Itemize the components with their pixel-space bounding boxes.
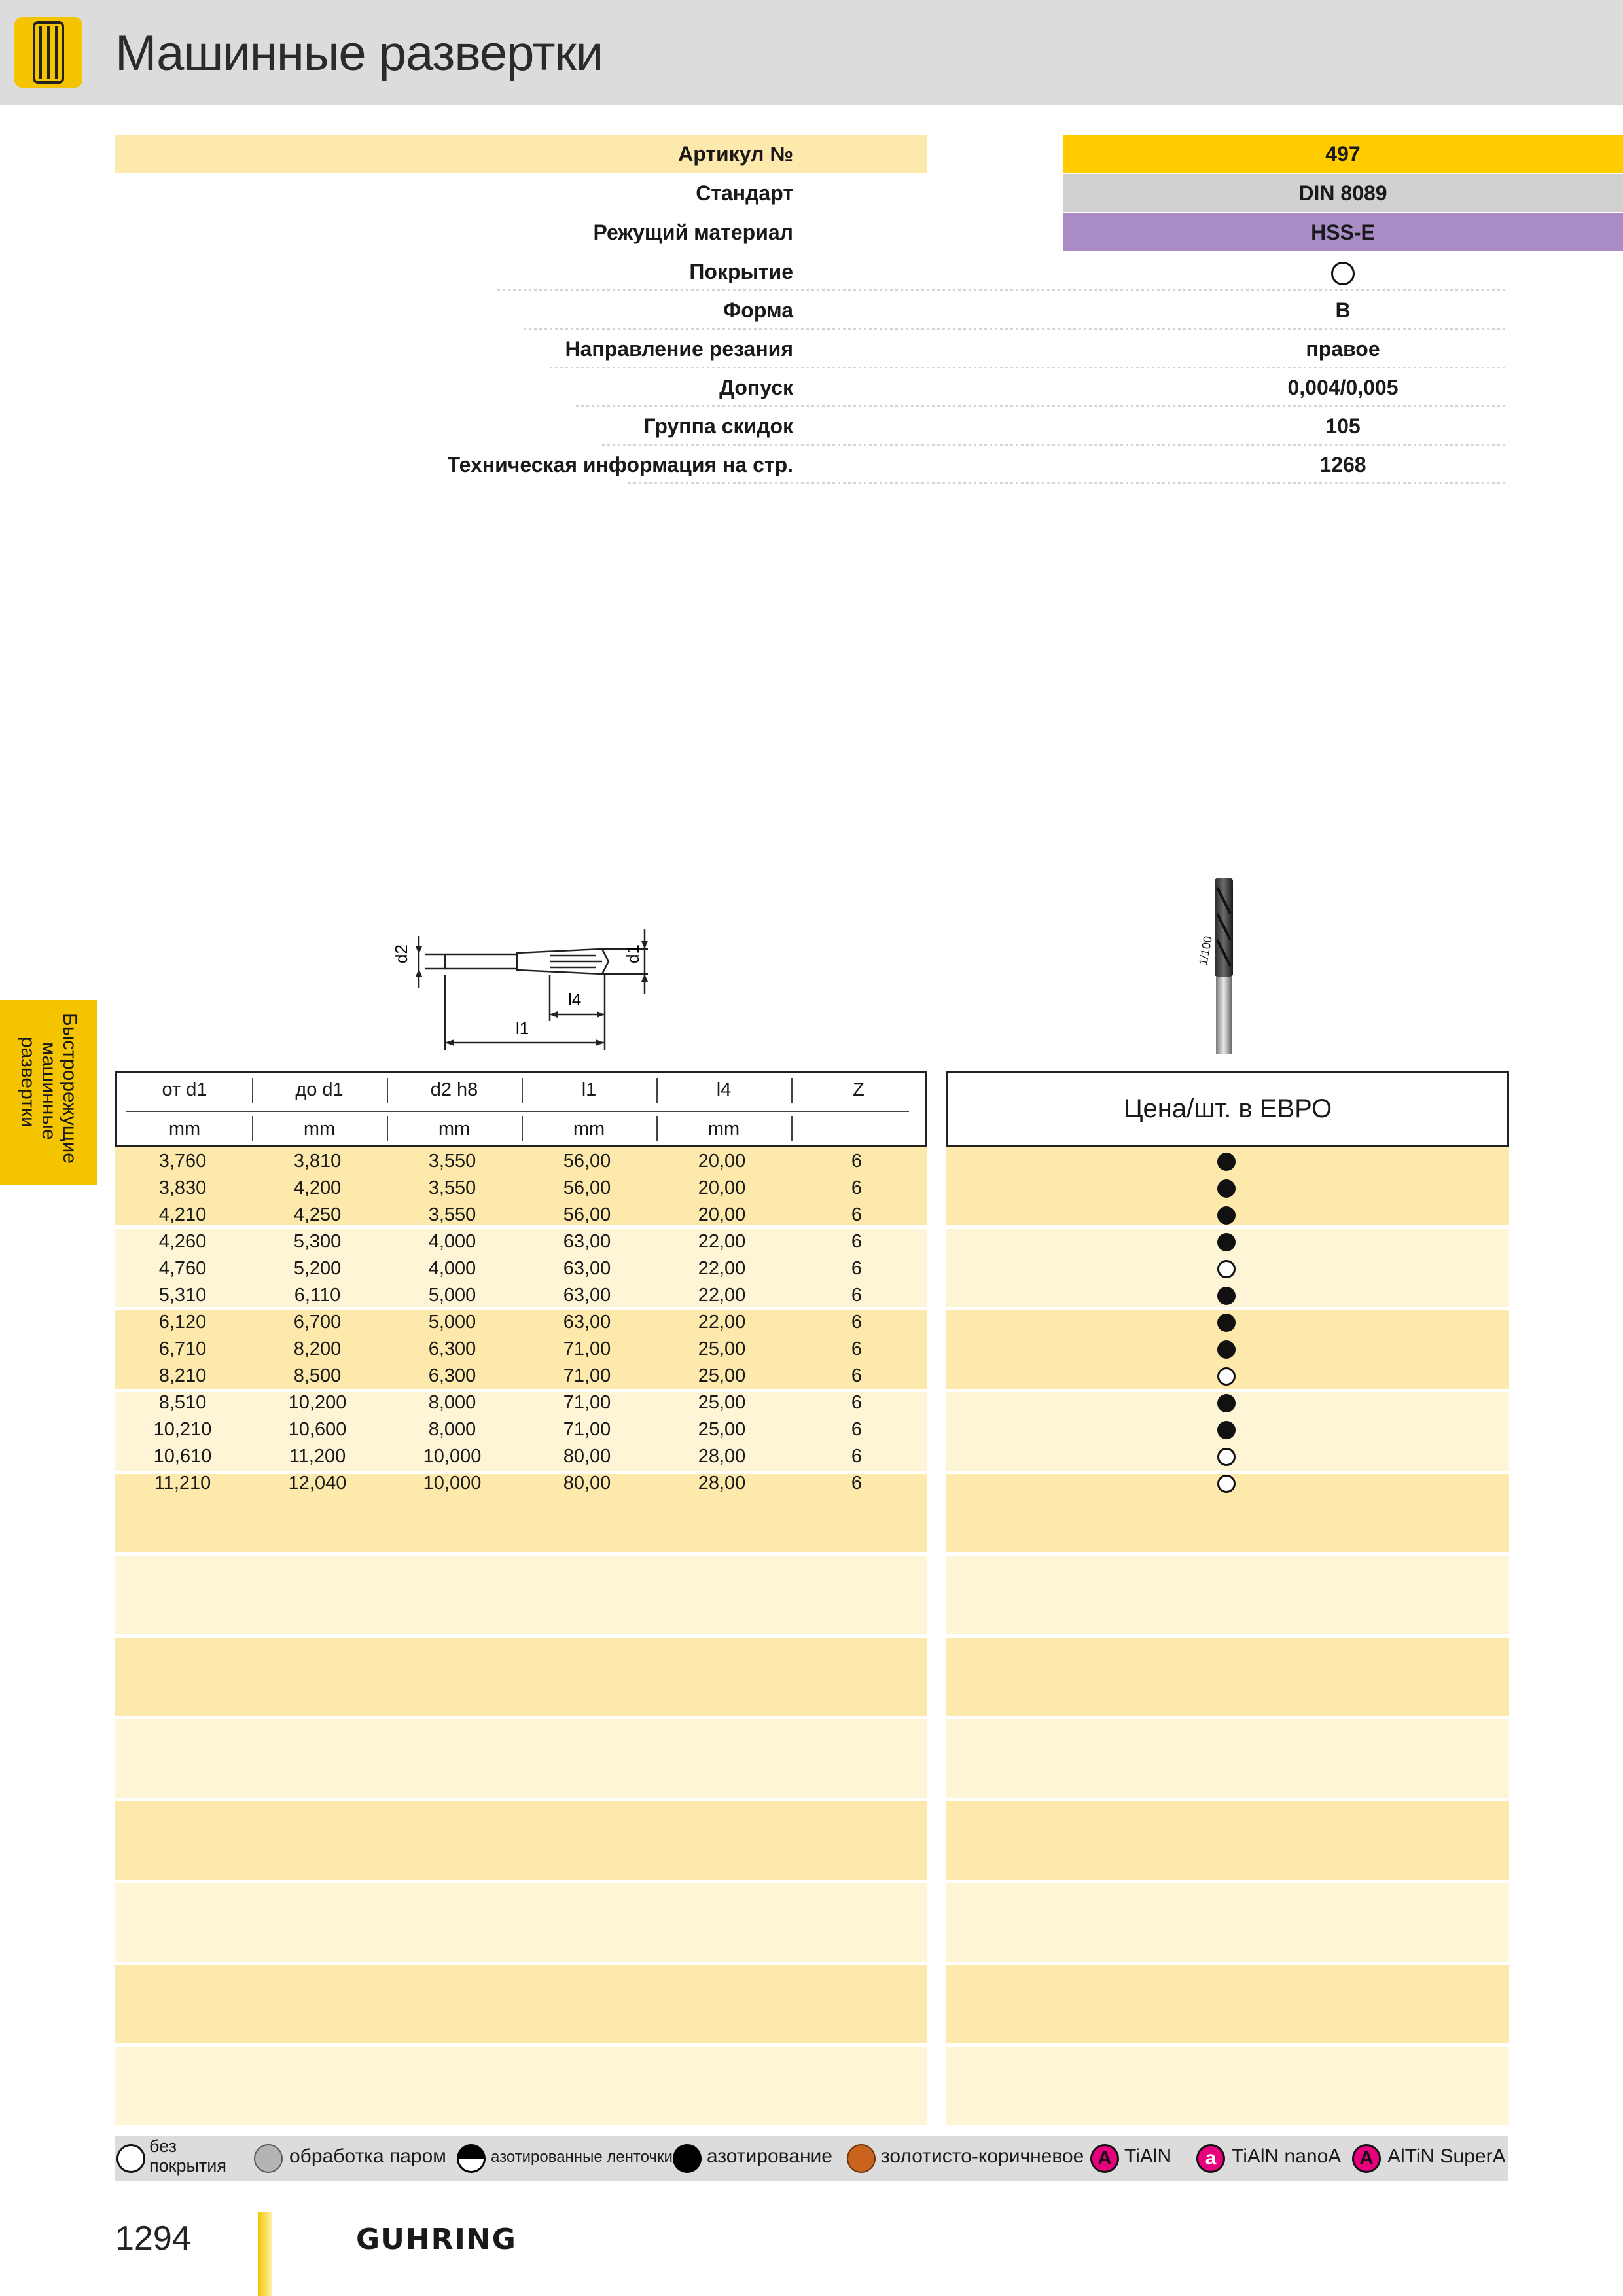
cell-l1: 56,00 xyxy=(563,1151,611,1172)
header-separator xyxy=(791,1078,793,1103)
legend-label: TiAlN xyxy=(1124,2145,1172,2167)
divider xyxy=(550,367,1508,368)
cell-d1-from: 3,760 xyxy=(158,1151,207,1172)
header-separator xyxy=(387,1078,388,1103)
cell-d1-to: 3,810 xyxy=(293,1151,342,1172)
availability-marker-icon[interactable] xyxy=(1217,1287,1236,1305)
cell-z: 6 xyxy=(851,1312,863,1333)
availability-marker-icon[interactable] xyxy=(1217,1179,1236,1198)
spec-row-tech-info xyxy=(115,446,1508,484)
cell-l1: 63,00 xyxy=(563,1231,611,1252)
cell-d1-from: 8,210 xyxy=(158,1365,207,1386)
spec-value-coating xyxy=(1063,253,1623,291)
table-row[interactable] xyxy=(115,1309,927,1336)
spec-row-article xyxy=(115,135,1508,173)
cell-z: 6 xyxy=(851,1419,863,1440)
row-band xyxy=(115,2047,927,2125)
uncoated-circle-icon xyxy=(1331,262,1355,285)
cell-l1: 71,00 xyxy=(563,1392,611,1413)
spec-row-direction xyxy=(115,330,1508,368)
availability-marker-icon[interactable] xyxy=(1217,1260,1236,1278)
legend-label: золотисто-коричневое xyxy=(881,2145,1084,2167)
cell-d2: 4,000 xyxy=(428,1258,476,1279)
cell-l4: 20,00 xyxy=(698,1151,746,1172)
spec-label: Группа скидок xyxy=(643,414,793,438)
legend-label: TiAlN nanoA xyxy=(1232,2145,1342,2167)
cell-d1-from: 4,210 xyxy=(158,1204,207,1225)
cell-d1-from: 6,120 xyxy=(158,1312,207,1333)
row-band xyxy=(946,2047,1509,2125)
availability-marker-icon[interactable] xyxy=(1217,1153,1236,1171)
cell-d1-from: 10,210 xyxy=(153,1419,212,1440)
cell-l1: 56,00 xyxy=(563,1177,611,1198)
category-side-tab[interactable] xyxy=(0,1000,97,1185)
spec-row-coating xyxy=(115,253,1508,291)
cell-d1-to: 10,600 xyxy=(288,1419,347,1440)
column-unit: mm xyxy=(438,1119,471,1139)
legend-label: AlTiN SuperA xyxy=(1387,2145,1506,2167)
row-band xyxy=(115,1965,927,2043)
table-row[interactable] xyxy=(115,1443,927,1470)
cell-d1-to: 4,250 xyxy=(293,1204,342,1225)
dim-label-d1: d1 xyxy=(623,944,643,963)
cell-d1-from: 4,260 xyxy=(158,1231,207,1252)
column-unit: mm xyxy=(573,1119,605,1139)
cell-z: 6 xyxy=(851,1204,863,1225)
row-band xyxy=(946,1556,1509,1634)
table-header xyxy=(115,1071,927,1147)
cell-l1: 71,00 xyxy=(563,1338,611,1359)
spec-value-material: HSS-E xyxy=(1063,213,1623,251)
divider xyxy=(602,444,1508,446)
cell-d1-to: 6,700 xyxy=(293,1312,342,1333)
row-band xyxy=(946,1638,1509,1716)
cell-l1: 80,00 xyxy=(563,1446,611,1467)
cell-d2: 5,000 xyxy=(428,1312,476,1333)
column-header: до d1 xyxy=(295,1079,344,1100)
cell-d1-to: 4,200 xyxy=(293,1177,342,1198)
cell-d2: 8,000 xyxy=(428,1392,476,1413)
cell-d1-from: 4,760 xyxy=(158,1258,207,1279)
header-separator xyxy=(522,1116,523,1141)
cell-l4: 28,00 xyxy=(698,1446,746,1467)
spec-value-tech-info: 1268 xyxy=(1319,453,1366,476)
availability-marker-icon[interactable] xyxy=(1217,1448,1236,1466)
spec-label: Техническая информация на стр. xyxy=(447,453,793,476)
column-header: Z xyxy=(853,1079,865,1100)
cell-d2: 4,000 xyxy=(428,1231,476,1252)
cell-z: 6 xyxy=(851,1446,863,1467)
price-header-title: Цена/шт. в ЕВРО xyxy=(1123,1094,1332,1123)
legend-label: обработка паром xyxy=(289,2145,446,2167)
divider xyxy=(628,482,1508,484)
availability-marker-icon[interactable] xyxy=(1217,1233,1236,1251)
side-tab-line: Быстрорежущие xyxy=(59,1013,80,1164)
header-separator xyxy=(656,1116,658,1141)
cell-z: 6 xyxy=(851,1473,863,1494)
table-row[interactable] xyxy=(115,1202,927,1229)
legend-label xyxy=(149,2136,226,2176)
side-tab-line: машинные xyxy=(38,1042,60,1140)
cell-l1: 63,00 xyxy=(563,1285,611,1306)
cell-l1: 71,00 xyxy=(563,1419,611,1440)
tool-photo xyxy=(1178,874,1270,1058)
cell-l4: 25,00 xyxy=(698,1419,746,1440)
spec-value-discount-group: 105 xyxy=(1325,414,1361,438)
header-separator xyxy=(791,1116,793,1141)
availability-marker-icon[interactable] xyxy=(1217,1367,1236,1386)
dim-label-l4: l4 xyxy=(568,990,582,1009)
table-row[interactable] xyxy=(115,1470,927,1497)
row-band xyxy=(946,1801,1509,1880)
technical-drawing xyxy=(386,916,674,1060)
column-unit: mm xyxy=(303,1119,336,1139)
spec-label: Стандарт xyxy=(696,181,793,205)
side-tab-line: развертки xyxy=(17,1037,39,1128)
cell-d1-from: 3,830 xyxy=(158,1177,207,1198)
row-band xyxy=(115,1883,927,1962)
cell-l4: 22,00 xyxy=(698,1231,746,1252)
spec-value-standard: DIN 8089 xyxy=(1063,174,1623,212)
cell-l1: 56,00 xyxy=(563,1204,611,1225)
dim-label-d2: d2 xyxy=(391,944,411,963)
table-row[interactable] xyxy=(115,1282,927,1309)
cell-d2: 8,000 xyxy=(428,1419,476,1440)
row-band xyxy=(115,1719,927,1798)
cell-d2: 10,000 xyxy=(423,1446,482,1467)
column-header: от d1 xyxy=(162,1079,207,1100)
page-number: 1294 xyxy=(115,2219,191,2257)
header-separator xyxy=(252,1078,253,1103)
altin-supera-icon: A xyxy=(1352,2144,1381,2173)
row-band xyxy=(946,1965,1509,2043)
cell-l1: 63,00 xyxy=(563,1312,611,1333)
cell-z: 6 xyxy=(851,1177,863,1198)
availability-marker-icon[interactable] xyxy=(1217,1421,1236,1439)
table-row[interactable] xyxy=(115,1148,927,1175)
header-separator xyxy=(522,1078,523,1103)
spec-label: Покрытие xyxy=(689,260,793,283)
spec-label: Направление резания xyxy=(565,337,793,361)
price-header xyxy=(946,1071,1509,1147)
spec-row-material xyxy=(115,213,1508,251)
cell-d1-from: 11,210 xyxy=(154,1473,211,1494)
spec-row-tolerance xyxy=(115,368,1508,406)
cell-d2: 3,550 xyxy=(428,1177,476,1198)
nitrided-lands-icon xyxy=(457,2144,486,2173)
cell-l4: 25,00 xyxy=(698,1392,746,1413)
spec-row-standard xyxy=(115,174,1508,212)
cell-z: 6 xyxy=(851,1338,863,1359)
cell-d2: 5,000 xyxy=(428,1285,476,1306)
page-title: Машинные развертки xyxy=(115,26,603,81)
column-unit: mm xyxy=(168,1119,201,1139)
availability-marker-icon[interactable] xyxy=(1217,1206,1236,1225)
footer-accent-bar xyxy=(258,2212,272,2296)
cell-d1-to: 11,200 xyxy=(289,1446,346,1467)
spec-label: Форма xyxy=(722,298,793,322)
cell-l4: 25,00 xyxy=(698,1338,746,1359)
column-header: l4 xyxy=(716,1079,732,1100)
row-band xyxy=(115,1556,927,1634)
cell-l4: 22,00 xyxy=(698,1258,746,1279)
cell-l4: 20,00 xyxy=(698,1177,746,1198)
row-band xyxy=(946,1883,1509,1962)
spec-value-article: 497 xyxy=(1063,135,1623,173)
cell-l1: 80,00 xyxy=(563,1473,611,1494)
tialn-icon: A xyxy=(1090,2144,1119,2173)
cell-d1-from: 10,610 xyxy=(153,1446,212,1467)
cell-d1-to: 8,500 xyxy=(293,1365,342,1386)
column-header: d2 h8 xyxy=(430,1079,478,1100)
cell-l4: 28,00 xyxy=(698,1473,746,1494)
gold-brown-icon xyxy=(847,2144,876,2173)
legend-label-line: без xyxy=(149,2136,177,2156)
tialn-nanoa-icon: a xyxy=(1196,2144,1225,2173)
dim-label-l1: l1 xyxy=(516,1018,529,1038)
table-row[interactable] xyxy=(115,1363,927,1390)
cell-d2: 3,550 xyxy=(428,1151,476,1172)
cell-l4: 25,00 xyxy=(698,1365,746,1386)
spec-label: Режущий материал xyxy=(593,221,793,244)
reamer-icon xyxy=(14,17,82,88)
cell-d1-from: 5,310 xyxy=(158,1285,207,1306)
cell-d1-to: 5,300 xyxy=(293,1231,342,1252)
spec-row-form xyxy=(115,291,1508,329)
table-row[interactable] xyxy=(115,1229,927,1255)
header-separator xyxy=(252,1116,253,1141)
legend-label: азотирование xyxy=(707,2145,832,2167)
scale-label: 1/100 xyxy=(1196,935,1215,967)
legend-label: азотированные ленточки xyxy=(491,2148,673,2166)
brand-logo: GUHRING xyxy=(356,2223,517,2256)
cell-d1-from: 8,510 xyxy=(158,1392,207,1413)
table-row[interactable] xyxy=(115,1336,927,1363)
availability-marker-icon[interactable] xyxy=(1217,1475,1236,1493)
spec-label: Артикул № xyxy=(678,142,793,166)
availability-marker-icon[interactable] xyxy=(1217,1314,1236,1332)
spec-label: Допуск xyxy=(719,376,793,399)
divider xyxy=(524,328,1508,330)
cell-z: 6 xyxy=(851,1285,863,1306)
legend-label-line: покрытия xyxy=(149,2156,226,2176)
spec-value-tolerance: 0,004/0,005 xyxy=(1287,376,1399,399)
nitrided-icon xyxy=(673,2144,702,2173)
cell-d1-to: 12,040 xyxy=(288,1473,347,1494)
cell-d1-to: 8,200 xyxy=(293,1338,342,1359)
cell-d2: 6,300 xyxy=(428,1365,476,1386)
cell-l4: 20,00 xyxy=(698,1204,746,1225)
header-separator xyxy=(656,1078,658,1103)
cell-z: 6 xyxy=(851,1258,863,1279)
cell-z: 6 xyxy=(851,1231,863,1252)
availability-marker-icon[interactable] xyxy=(1217,1340,1236,1359)
table-row[interactable] xyxy=(115,1255,927,1282)
divider xyxy=(576,405,1508,407)
divider xyxy=(497,289,1508,291)
uncoated-icon xyxy=(116,2144,145,2173)
cell-z: 6 xyxy=(851,1365,863,1386)
row-band xyxy=(946,1719,1509,1798)
table-row[interactable] xyxy=(115,1416,927,1443)
column-header: l1 xyxy=(581,1079,597,1100)
row-band xyxy=(115,1638,927,1716)
availability-marker-icon[interactable] xyxy=(1217,1394,1236,1412)
cell-d1-from: 6,710 xyxy=(158,1338,207,1359)
cell-l4: 22,00 xyxy=(698,1312,746,1333)
header-divider xyxy=(126,1111,909,1112)
cell-d1-to: 6,110 xyxy=(294,1285,341,1306)
spec-row-discount-group xyxy=(115,407,1508,445)
coating-legend xyxy=(115,2136,1508,2181)
header-separator xyxy=(387,1116,388,1141)
steam-treated-icon xyxy=(254,2144,283,2173)
cell-d1-to: 10,200 xyxy=(288,1392,347,1413)
cell-d2: 6,300 xyxy=(428,1338,476,1359)
spec-value-form: B xyxy=(1335,298,1351,322)
cell-l4: 22,00 xyxy=(698,1285,746,1306)
cell-d1-to: 5,200 xyxy=(293,1258,342,1279)
row-band xyxy=(115,1801,927,1880)
column-unit: mm xyxy=(707,1119,740,1139)
cell-z: 6 xyxy=(851,1392,863,1413)
cell-l1: 63,00 xyxy=(563,1258,611,1279)
cell-z: 6 xyxy=(851,1151,863,1172)
table-row[interactable] xyxy=(115,1390,927,1416)
cell-l1: 71,00 xyxy=(563,1365,611,1386)
table-row[interactable] xyxy=(115,1175,927,1202)
spec-value-direction: правое xyxy=(1306,337,1380,361)
cell-d2: 10,000 xyxy=(423,1473,482,1494)
cell-d2: 3,550 xyxy=(428,1204,476,1225)
